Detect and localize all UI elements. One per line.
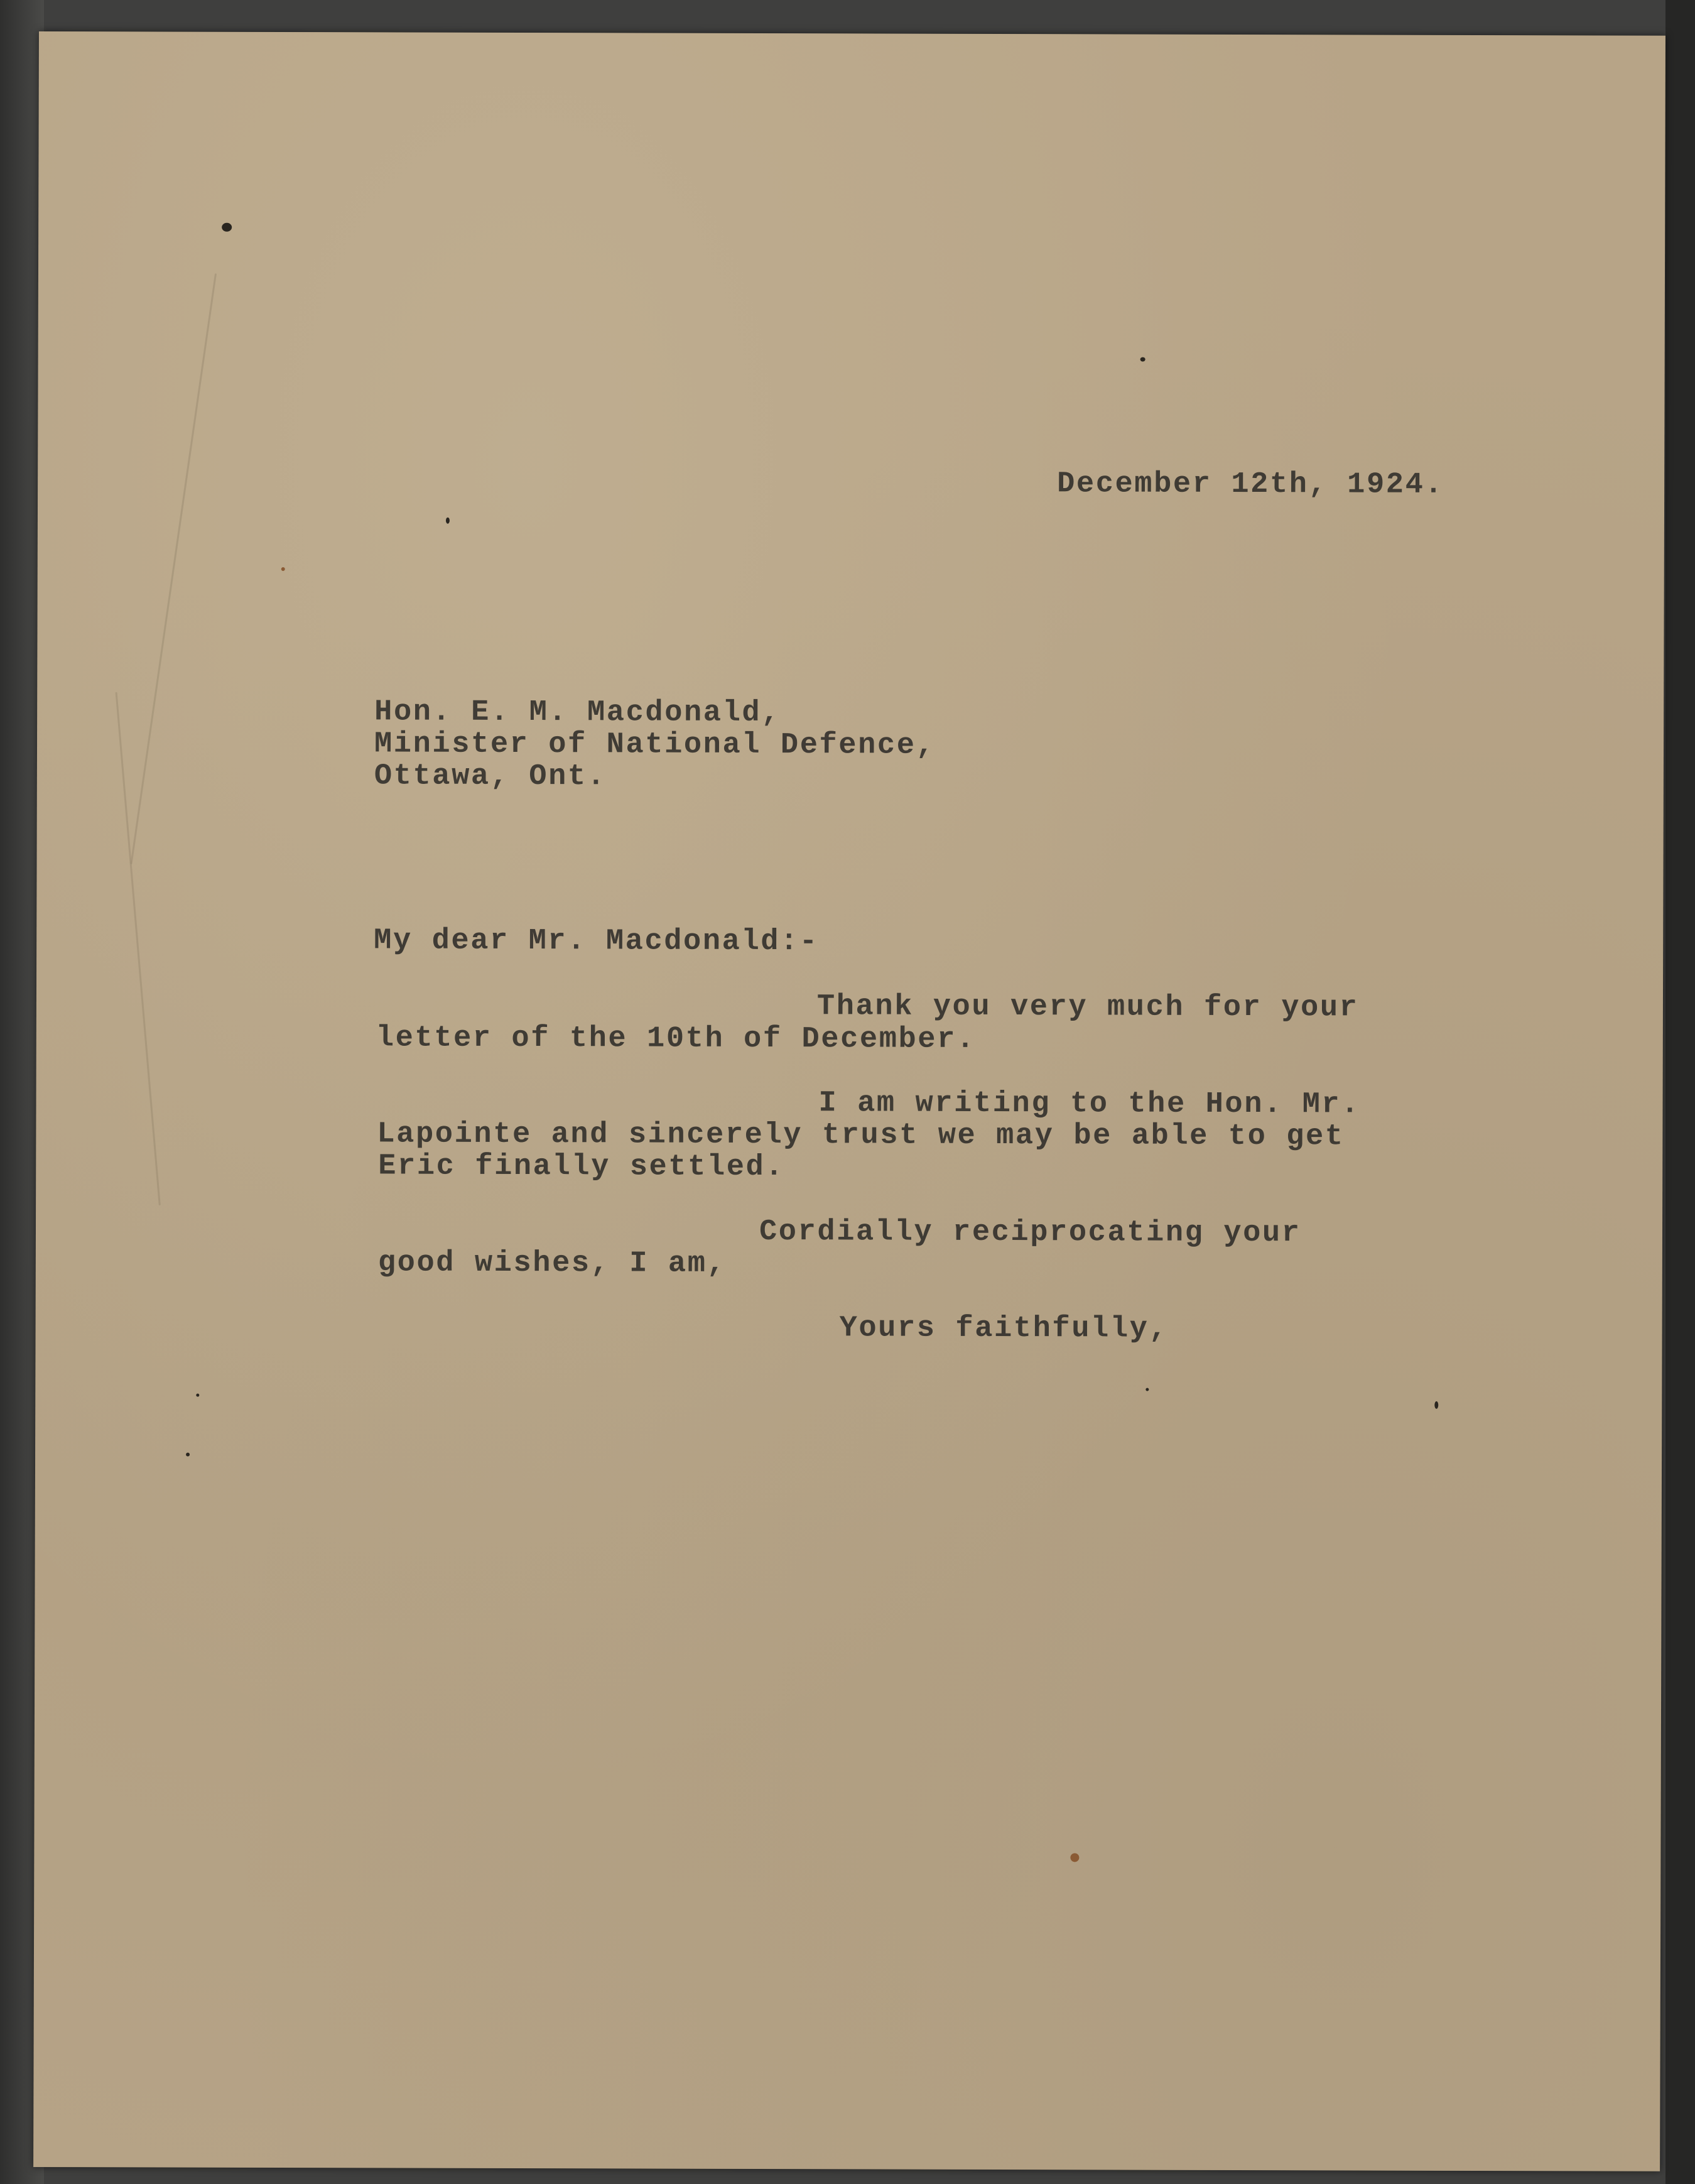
ink-speck — [186, 1453, 190, 1457]
recipient-title: Minister of National Defence, — [374, 727, 936, 763]
rust-spot — [1070, 1853, 1079, 1862]
ink-speck — [196, 1394, 199, 1397]
paragraph-2-line-3: Eric finally settled. — [378, 1149, 785, 1185]
paragraph-2-line-2: Lapointe and sincerely trust we may be able to get — [377, 1117, 1345, 1154]
paper-crease — [130, 273, 217, 864]
scan-backdrop-edge — [1665, 0, 1695, 2184]
ink-speck — [1434, 1401, 1438, 1409]
letter-date: December 12th, 1924. — [1057, 467, 1444, 502]
paragraph-2-line-1: I am writing to the Hon. Mr. — [818, 1087, 1361, 1122]
ink-speck — [1140, 357, 1145, 362]
paragraph-3-line-1: Cordially reciprocating your — [759, 1215, 1301, 1251]
paragraph-1-line-1: Thank you very much for your — [816, 990, 1359, 1025]
ink-speck — [1145, 1388, 1149, 1391]
ink-speck — [446, 518, 450, 524]
rust-spot — [281, 567, 285, 571]
paragraph-1-line-2: letter of the 10th of December. — [376, 1021, 976, 1057]
salutation: My dear Mr. Macdonald:- — [374, 924, 819, 959]
paper-crease — [116, 692, 161, 1205]
letter-page — [33, 31, 1665, 2171]
closing: Yours faithfully, — [839, 1312, 1169, 1346]
recipient-name: Hon. E. M. Macdonald, — [374, 695, 781, 731]
paragraph-3-line-2: good wishes, I am, — [377, 1246, 727, 1281]
recipient-city: Ottawa, Ont. — [374, 759, 607, 794]
ink-speck — [222, 223, 232, 232]
